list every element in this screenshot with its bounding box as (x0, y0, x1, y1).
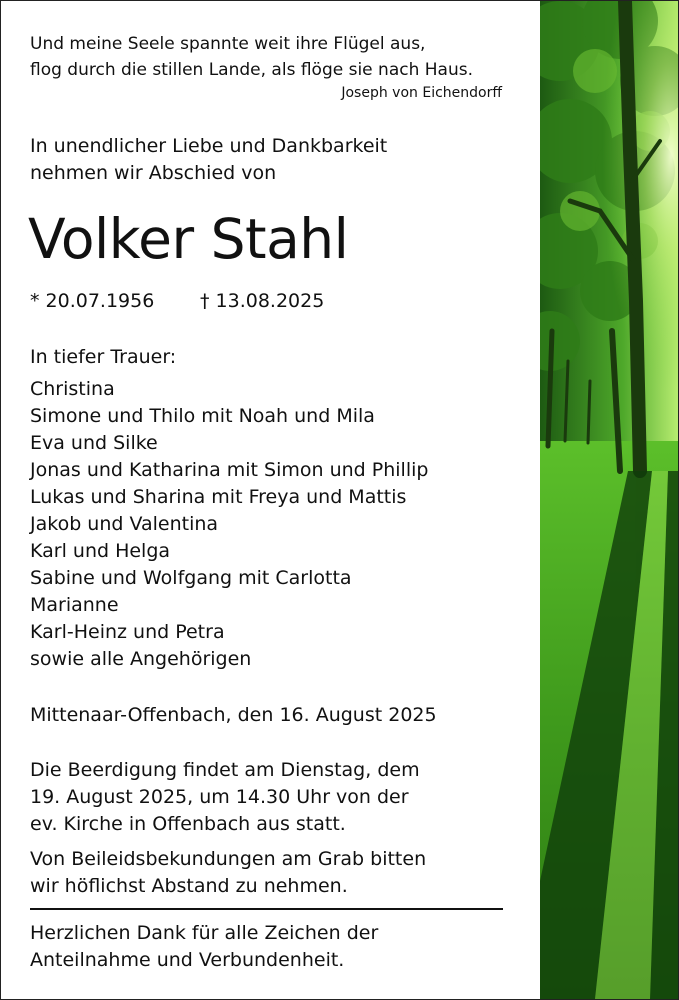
funeral-line-2: 19. August 2025, um 14.30 Uhr von der (30, 786, 409, 808)
mourner-name: Jakob und Valentina (30, 513, 219, 535)
intro-line-1: In unendlicher Liebe und Dankbarkeit (30, 135, 388, 157)
park-trees-photo (540, 1, 678, 999)
condolence-line-2: wir höflichst Abstand zu nehmen. (30, 875, 348, 897)
condolence-line-1: Von Beileidsbekundungen am Grab bitten (30, 848, 427, 870)
place-and-date: Mittenaar-Offenbach, den 16. August 2025 (30, 704, 437, 726)
birth-date: * 20.07.1956 (30, 290, 155, 312)
mourner-name: Sabine und Wolfgang mit Carlotta (30, 567, 352, 589)
mourner-name: Christina (30, 378, 115, 400)
mourner-name: sowie alle Angehörigen (30, 648, 252, 670)
quote-author: Joseph von Eichendorff (341, 85, 502, 101)
mourner-name: Marianne (30, 594, 119, 616)
quote-line-2: flog durch die stillen Lande, als flöge sie nach Haus. (30, 60, 473, 80)
deceased-name: Volker Stahl (28, 207, 349, 271)
mourner-name: Simone und Thilo mit Noah und Mila (30, 405, 375, 427)
intro-line-2: nehmen wir Abschied von (30, 162, 277, 184)
mourner-name: Karl-Heinz und Petra (30, 621, 225, 643)
mourner-name: Jonas und Katharina mit Simon und Phillip (30, 459, 429, 481)
mourner-name: Lukas und Sharina mit Freya und Mattis (30, 486, 407, 508)
thanks-line-2: Anteilnahme und Verbundenheit. (30, 949, 345, 971)
mourner-name: Karl und Helga (30, 540, 171, 562)
funeral-line-3: ev. Kirche in Offenbach aus statt. (30, 813, 346, 835)
funeral-line-1: Die Beerdigung findet am Dienstag, dem (30, 759, 420, 781)
mourners-heading: In tiefer Trauer: (30, 346, 177, 368)
divider-line (30, 908, 503, 910)
quote-line-1: Und meine Seele spannte weit ihre Flügel aus, (30, 34, 426, 54)
death-date: † 13.08.2025 (200, 290, 325, 312)
mourner-name: Eva und Silke (30, 432, 158, 454)
thanks-line-1: Herzlichen Dank für alle Zeichen der (30, 922, 379, 944)
